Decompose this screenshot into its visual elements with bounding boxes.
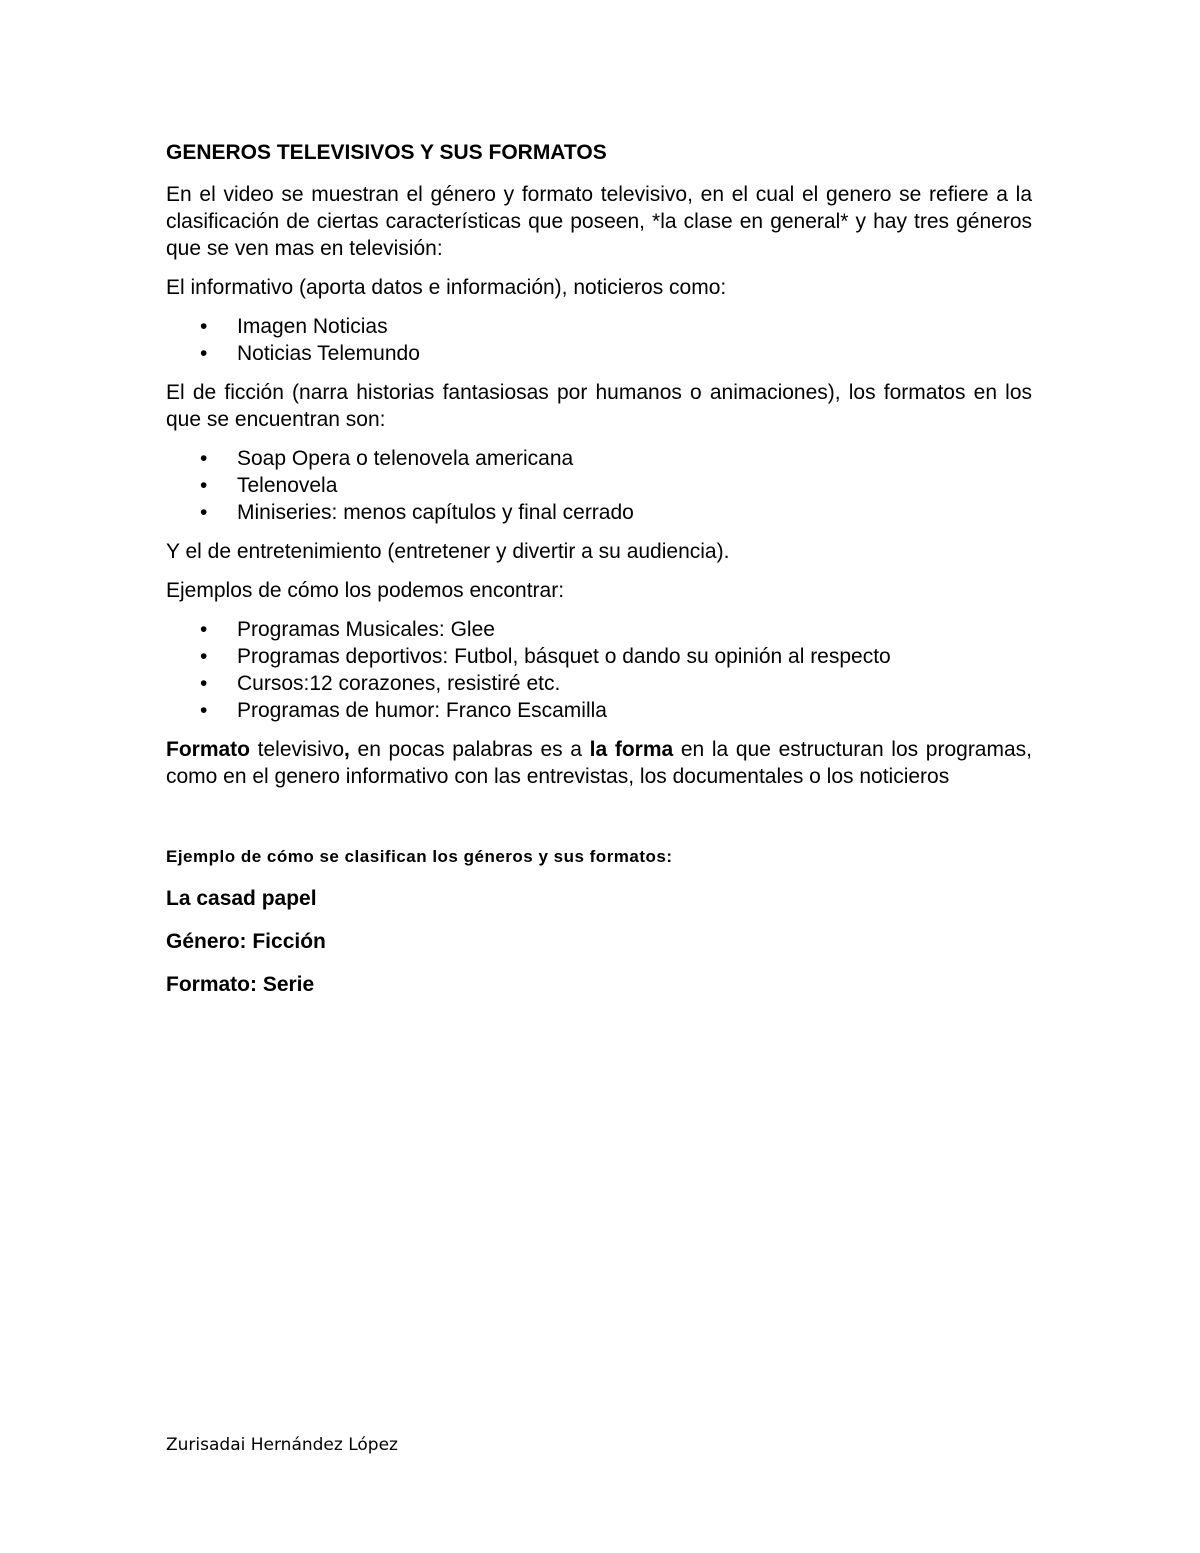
list-item: • Telenovela bbox=[200, 474, 338, 497]
bullet-icon: • bbox=[200, 315, 208, 338]
example-heading: Ejemplo de cómo se clasifican los géneros y sus formatos: bbox=[166, 847, 673, 866]
informativo-list bbox=[166, 313, 1032, 367]
ficcion-list bbox=[166, 445, 1032, 526]
entretenimiento-paragraph: Y el de entretenimiento (entretener y divertir a su audiencia). bbox=[166, 540, 730, 563]
list-item: • Soap Opera o telenovela americana bbox=[200, 447, 574, 470]
spacer bbox=[166, 802, 1032, 844]
formato-bold: Formato bbox=[166, 738, 250, 761]
list-item: • Cursos:12 corazones, resistiré etc. bbox=[200, 672, 561, 695]
bullet-icon: • bbox=[200, 618, 208, 641]
example-format: Formato: Serie bbox=[166, 973, 315, 996]
bullet-icon: • bbox=[200, 342, 208, 365]
list-item: • Programas deportivos: Futbol, básquet o dando su opinión al respecto bbox=[200, 645, 891, 668]
formato-paragraph: Formato televisivo, en pocas palabras es a la forma en la que estructuran los programas, como en el genero informativo con las entrevistas, los documentales o los noticieros bbox=[166, 738, 1032, 788]
list-item: • Programas Musicales: Glee bbox=[200, 618, 495, 641]
list-item: • Noticias Telemundo bbox=[200, 342, 420, 365]
bullet-icon: • bbox=[200, 645, 208, 668]
list-item: • Programas de humor: Franco Escamilla bbox=[200, 699, 607, 722]
list-item: • Miniseries: menos capítulos y final cerrado bbox=[200, 501, 634, 524]
informativo-paragraph: El informativo (aporta datos e información), noticieros como: bbox=[166, 276, 727, 299]
bullet-icon: • bbox=[200, 672, 208, 695]
bullet-icon: • bbox=[200, 474, 208, 497]
bullet-icon: • bbox=[200, 699, 208, 722]
document-title: GENEROS TELEVISIVOS Y SUS FORMATOS bbox=[166, 141, 607, 164]
bullet-icon: • bbox=[200, 501, 208, 524]
examples-intro: Ejemplos de cómo los podemos encontrar: bbox=[166, 579, 565, 602]
bullet-icon: • bbox=[200, 447, 208, 470]
list-item: • Imagen Noticias bbox=[200, 315, 388, 338]
document-body bbox=[166, 139, 1032, 1013]
example-genre: Género: Ficción bbox=[166, 930, 326, 953]
la-forma-bold: la forma bbox=[589, 738, 674, 761]
example-title: La casad papel bbox=[166, 887, 317, 910]
ficcion-paragraph: El de ficción (narra historias fantasiosas por humanos o animaciones), los formatos en los que se encuentran son: bbox=[166, 381, 1032, 431]
footer-author: Zurisadai Hernández López bbox=[166, 1435, 398, 1455]
intro-paragraph: En el video se muestran el género y formato televisivo, en el cual el genero se refiere a la clasificación de ciertas características que poseen, *la clase en general* y hay tres géneros que se ven mas en televisión: bbox=[166, 183, 1032, 260]
entretenimiento-list bbox=[166, 616, 1032, 724]
